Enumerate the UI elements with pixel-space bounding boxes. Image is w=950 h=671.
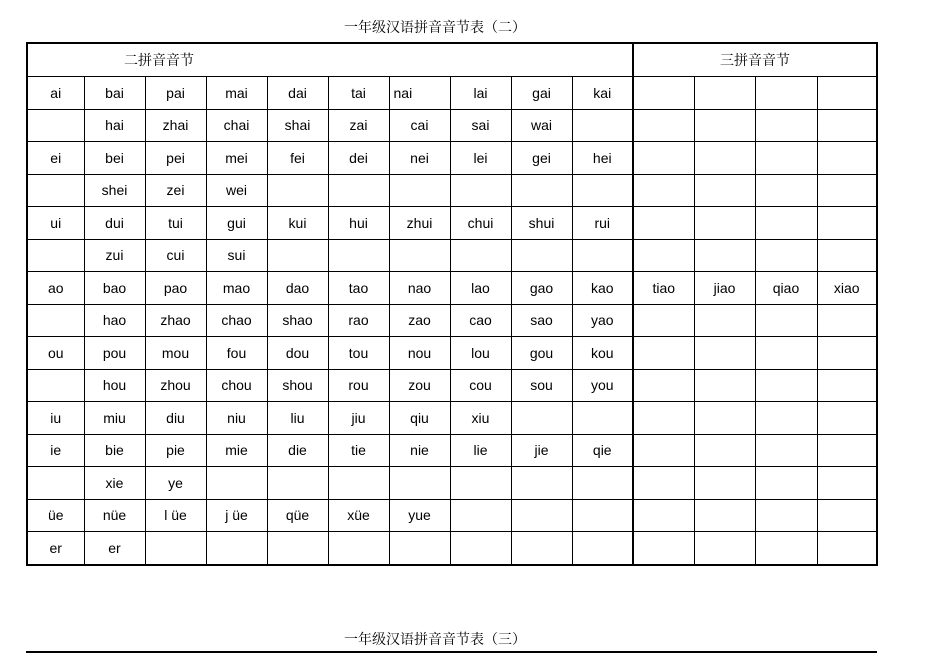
three-syllable-cell <box>694 532 755 565</box>
syllable-cell: wei <box>206 174 267 207</box>
syllable-cell: dai <box>267 77 328 110</box>
syllable-cell: nie <box>389 434 450 467</box>
syllable-cell: j üe <box>206 499 267 532</box>
three-syllable-cell <box>633 499 694 532</box>
syllable-cell <box>328 467 389 500</box>
three-syllable-cell <box>817 304 877 337</box>
syllable-cell <box>572 467 633 500</box>
syllable-cell: iu <box>27 402 84 435</box>
syllable-cell <box>267 467 328 500</box>
syllable-cell <box>267 239 328 272</box>
three-syllable-cell <box>755 532 817 565</box>
syllable-cell: bei <box>84 142 145 175</box>
three-syllable-cell <box>755 337 817 370</box>
syllable-cell: chui <box>450 207 511 240</box>
syllable-cell: zou <box>389 369 450 402</box>
syllable-cell: zei <box>145 174 206 207</box>
three-syllable-cell <box>817 77 877 110</box>
three-syllable-cell <box>755 304 817 337</box>
table-row <box>27 207 877 240</box>
three-syllable-cell <box>694 337 755 370</box>
three-syllable-cell <box>633 434 694 467</box>
next-page-title: 一年级汉语拼音音节表（三） <box>344 632 526 648</box>
syllable-cell: fou <box>206 337 267 370</box>
syllable-cell: zai <box>328 109 389 142</box>
three-syllable-cell <box>817 499 877 532</box>
syllable-cell: shou <box>267 369 328 402</box>
syllable-cell: mei <box>206 142 267 175</box>
three-syllable-cell <box>694 142 755 175</box>
syllable-cell: kou <box>572 337 633 370</box>
header-three-syllables: 三拼音音节 <box>633 43 877 77</box>
three-syllable-cell <box>755 239 817 272</box>
syllable-cell: jie <box>511 434 572 467</box>
table-row <box>27 467 877 500</box>
syllable-cell: wai <box>511 109 572 142</box>
syllable-cell <box>450 532 511 565</box>
three-syllable-cell <box>633 369 694 402</box>
syllable-cell <box>389 174 450 207</box>
three-syllable-cell <box>694 304 755 337</box>
syllable-cell <box>572 499 633 532</box>
syllable-cell: nai <box>389 77 450 110</box>
syllable-cell: jiu <box>328 402 389 435</box>
syllable-cell: nei <box>389 142 450 175</box>
syllable-cell <box>511 532 572 565</box>
three-syllable-cell <box>694 499 755 532</box>
table-row <box>27 304 877 337</box>
three-syllable-cell <box>817 174 877 207</box>
three-syllable-cell <box>817 532 877 565</box>
syllable-cell: yao <box>572 304 633 337</box>
syllable-cell: hui <box>328 207 389 240</box>
three-syllable-cell <box>755 207 817 240</box>
three-syllable-cell <box>755 499 817 532</box>
syllable-cell: hai <box>84 109 145 142</box>
syllable-cell: ai <box>27 77 84 110</box>
three-syllable-cell <box>633 304 694 337</box>
syllable-cell: xie <box>84 467 145 500</box>
header-two-syllables: 二拼音音节 <box>27 43 633 77</box>
syllable-cell: zhao <box>145 304 206 337</box>
syllable-cell <box>511 402 572 435</box>
table-header-row <box>27 43 877 77</box>
three-syllable-cell <box>694 207 755 240</box>
three-syllable-cell <box>694 174 755 207</box>
syllable-cell <box>328 174 389 207</box>
syllable-cell: gei <box>511 142 572 175</box>
three-syllable-cell <box>633 77 694 110</box>
three-syllable-cell <box>755 77 817 110</box>
three-syllable-cell <box>633 239 694 272</box>
syllable-cell: cou <box>450 369 511 402</box>
three-syllable-cell <box>817 467 877 500</box>
table-row <box>27 77 877 110</box>
table-row <box>27 337 877 370</box>
three-syllable-cell <box>755 174 817 207</box>
syllable-cell: xüe <box>328 499 389 532</box>
syllable-cell: tou <box>328 337 389 370</box>
syllable-cell: gao <box>511 272 572 305</box>
syllable-cell <box>389 532 450 565</box>
syllable-cell: lao <box>450 272 511 305</box>
three-syllable-cell <box>694 402 755 435</box>
three-syllable-cell <box>817 207 877 240</box>
syllable-cell: er <box>84 532 145 565</box>
table-row <box>27 142 877 175</box>
syllable-cell: nao <box>389 272 450 305</box>
syllable-cell <box>511 467 572 500</box>
syllable-cell: sai <box>450 109 511 142</box>
three-syllable-cell <box>755 369 817 402</box>
syllable-cell: you <box>572 369 633 402</box>
syllable-cell: lou <box>450 337 511 370</box>
syllable-cell <box>511 499 572 532</box>
syllable-cell: lei <box>450 142 511 175</box>
three-syllable-cell <box>633 109 694 142</box>
syllable-cell: pai <box>145 77 206 110</box>
syllable-cell: ao <box>27 272 84 305</box>
table-row <box>27 532 877 565</box>
syllable-cell: lai <box>450 77 511 110</box>
three-syllable-cell <box>633 467 694 500</box>
syllable-cell: er <box>27 532 84 565</box>
three-syllable-cell <box>817 337 877 370</box>
three-syllable-cell <box>633 207 694 240</box>
syllable-cell: cui <box>145 239 206 272</box>
table-row <box>27 272 877 305</box>
syllable-cell: dei <box>328 142 389 175</box>
syllable-cell: gai <box>511 77 572 110</box>
syllable-cell: miu <box>84 402 145 435</box>
syllable-cell <box>572 532 633 565</box>
table-row <box>27 109 877 142</box>
syllable-cell: lie <box>450 434 511 467</box>
syllable-cell: chao <box>206 304 267 337</box>
syllable-cell: cai <box>389 109 450 142</box>
syllable-cell: sui <box>206 239 267 272</box>
three-syllable-cell <box>755 434 817 467</box>
three-syllable-cell <box>817 109 877 142</box>
syllable-cell <box>450 499 511 532</box>
syllable-cell <box>450 467 511 500</box>
syllable-cell <box>27 239 84 272</box>
syllable-cell: yue <box>389 499 450 532</box>
syllable-cell <box>450 174 511 207</box>
syllable-cell: shui <box>511 207 572 240</box>
three-syllable-cell <box>817 239 877 272</box>
syllable-cell <box>267 174 328 207</box>
syllable-cell: nüe <box>84 499 145 532</box>
syllable-cell <box>328 532 389 565</box>
syllable-cell <box>328 239 389 272</box>
syllable-cell <box>27 109 84 142</box>
syllable-table <box>26 42 878 566</box>
three-syllable-cell <box>694 109 755 142</box>
syllable-cell: bie <box>84 434 145 467</box>
syllable-cell <box>206 532 267 565</box>
syllable-cell: zhai <box>145 109 206 142</box>
syllable-cell: pou <box>84 337 145 370</box>
syllable-cell: ie <box>27 434 84 467</box>
syllable-cell <box>450 239 511 272</box>
three-syllable-cell <box>633 174 694 207</box>
syllable-cell: bai <box>84 77 145 110</box>
three-syllable-cell: qiao <box>755 272 817 305</box>
syllable-cell <box>572 174 633 207</box>
syllable-cell: mai <box>206 77 267 110</box>
three-syllable-cell <box>817 142 877 175</box>
table-row <box>27 369 877 402</box>
syllable-cell: zao <box>389 304 450 337</box>
syllable-cell: hao <box>84 304 145 337</box>
syllable-cell: niu <box>206 402 267 435</box>
syllable-cell <box>206 467 267 500</box>
syllable-cell: ou <box>27 337 84 370</box>
syllable-cell: die <box>267 434 328 467</box>
syllable-cell: mie <box>206 434 267 467</box>
syllable-cell: dao <box>267 272 328 305</box>
syllable-cell: hei <box>572 142 633 175</box>
syllable-cell: gui <box>206 207 267 240</box>
three-syllable-cell <box>694 77 755 110</box>
syllable-cell: chou <box>206 369 267 402</box>
three-syllable-cell <box>694 239 755 272</box>
syllable-cell: kao <box>572 272 633 305</box>
syllable-cell <box>572 239 633 272</box>
syllable-cell: shao <box>267 304 328 337</box>
three-syllable-cell <box>755 402 817 435</box>
syllable-cell: tie <box>328 434 389 467</box>
syllable-cell <box>27 304 84 337</box>
syllable-cell: tui <box>145 207 206 240</box>
three-syllable-cell <box>633 402 694 435</box>
syllable-cell: dui <box>84 207 145 240</box>
syllable-cell: qiu <box>389 402 450 435</box>
three-syllable-cell <box>694 369 755 402</box>
syllable-cell: nou <box>389 337 450 370</box>
syllable-cell: kai <box>572 77 633 110</box>
syllable-cell <box>27 467 84 500</box>
syllable-cell: fei <box>267 142 328 175</box>
syllable-cell: mao <box>206 272 267 305</box>
syllable-cell: cao <box>450 304 511 337</box>
syllable-cell: qüe <box>267 499 328 532</box>
syllable-cell: pei <box>145 142 206 175</box>
syllable-cell <box>389 239 450 272</box>
bottom-rule <box>26 651 877 653</box>
syllable-cell <box>27 369 84 402</box>
three-syllable-cell <box>755 467 817 500</box>
syllable-cell: pao <box>145 272 206 305</box>
syllable-cell: pie <box>145 434 206 467</box>
syllable-cell: shai <box>267 109 328 142</box>
syllable-cell: chai <box>206 109 267 142</box>
syllable-cell: sao <box>511 304 572 337</box>
page-title: 一年级汉语拼音音节表（二） <box>344 20 526 36</box>
syllable-cell: diu <box>145 402 206 435</box>
table-row <box>27 402 877 435</box>
syllable-cell: ui <box>27 207 84 240</box>
syllable-cell: hou <box>84 369 145 402</box>
syllable-cell: zhui <box>389 207 450 240</box>
syllable-cell: xiu <box>450 402 511 435</box>
syllable-cell: gou <box>511 337 572 370</box>
table-row <box>27 434 877 467</box>
syllable-cell <box>511 239 572 272</box>
syllable-cell: tai <box>328 77 389 110</box>
three-syllable-cell <box>633 142 694 175</box>
syllable-cell <box>389 467 450 500</box>
syllable-cell <box>572 109 633 142</box>
syllable-cell: bao <box>84 272 145 305</box>
syllable-cell: dou <box>267 337 328 370</box>
table-row <box>27 499 877 532</box>
three-syllable-cell <box>694 467 755 500</box>
table-row <box>27 239 877 272</box>
syllable-cell: ei <box>27 142 84 175</box>
syllable-cell <box>267 532 328 565</box>
syllable-cell: mou <box>145 337 206 370</box>
three-syllable-cell: tiao <box>633 272 694 305</box>
syllable-cell: tao <box>328 272 389 305</box>
syllable-cell: kui <box>267 207 328 240</box>
syllable-cell: shei <box>84 174 145 207</box>
syllable-cell <box>511 174 572 207</box>
syllable-cell <box>27 174 84 207</box>
syllable-cell: rui <box>572 207 633 240</box>
syllable-cell <box>145 532 206 565</box>
syllable-cell: ye <box>145 467 206 500</box>
syllable-cell: rou <box>328 369 389 402</box>
syllable-cell: sou <box>511 369 572 402</box>
three-syllable-cell <box>694 434 755 467</box>
syllable-cell <box>572 402 633 435</box>
syllable-cell: l üe <box>145 499 206 532</box>
syllable-cell: zhou <box>145 369 206 402</box>
three-syllable-cell <box>633 532 694 565</box>
three-syllable-cell <box>755 109 817 142</box>
three-syllable-cell: xiao <box>817 272 877 305</box>
three-syllable-cell <box>755 142 817 175</box>
three-syllable-cell: jiao <box>694 272 755 305</box>
three-syllable-cell <box>817 434 877 467</box>
three-syllable-cell <box>817 369 877 402</box>
table-row <box>27 174 877 207</box>
syllable-cell: liu <box>267 402 328 435</box>
syllable-cell: zui <box>84 239 145 272</box>
three-syllable-cell <box>817 402 877 435</box>
three-syllable-cell <box>633 337 694 370</box>
syllable-cell: üe <box>27 499 84 532</box>
syllable-cell: qie <box>572 434 633 467</box>
syllable-cell: rao <box>328 304 389 337</box>
